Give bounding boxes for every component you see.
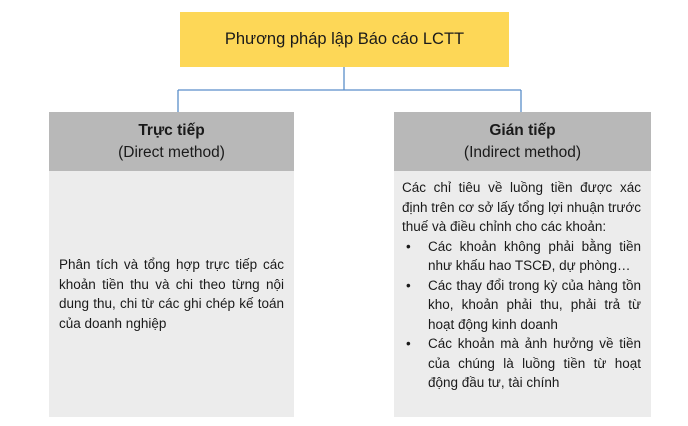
direct-method-body (49, 171, 294, 417)
indirect-method-bullet-list (402, 237, 641, 393)
direct-method-column (49, 112, 294, 417)
indirect-method-column (394, 112, 651, 417)
bullet-text: Các khoản mà ảnh hưởng về tiền của chúng là luồng tiền từ hoạt động đầu tư, tài chính (428, 336, 641, 390)
bullet-icon: • (406, 238, 411, 254)
direct-method-subtitle: (Direct method) (118, 143, 225, 161)
direct-method-title: Trực tiếp (138, 121, 205, 139)
indirect-method-title: Gián tiếp (489, 121, 556, 139)
indirect-method-header (394, 112, 651, 171)
root-node (180, 12, 509, 67)
list-item (402, 237, 641, 276)
list-item (402, 276, 641, 335)
list-item (402, 334, 641, 393)
indirect-method-body (394, 171, 651, 417)
indirect-method-intro: Các chỉ tiêu về luồng tiền được xác định trên cơ sở lấy tổng lợi nhuận trước thuế và điều chỉnh cho các khoản: (402, 180, 641, 234)
direct-method-header (49, 112, 294, 171)
bullet-text: Các thay đổi trong kỳ của hàng tồn kho, khoản phải thu, phải trả từ hoạt động kinh doanh (428, 277, 641, 332)
bullet-icon: • (406, 277, 411, 293)
direct-method-description: Phân tích và tổng hợp trực tiếp các khoản tiền thu và chi theo từng nội dung thu, chi từ các ghi chép kế toán của doanh nghiệp (59, 257, 284, 331)
bullet-icon: • (406, 336, 411, 351)
bullet-text: Các khoản không phải bằng tiền như khấu hao TSCĐ, dự phòng… (428, 238, 641, 273)
root-node-label: Phương pháp lập Báo cáo LCTT (224, 30, 465, 48)
indirect-method-subtitle: (Indirect method) (463, 143, 582, 161)
